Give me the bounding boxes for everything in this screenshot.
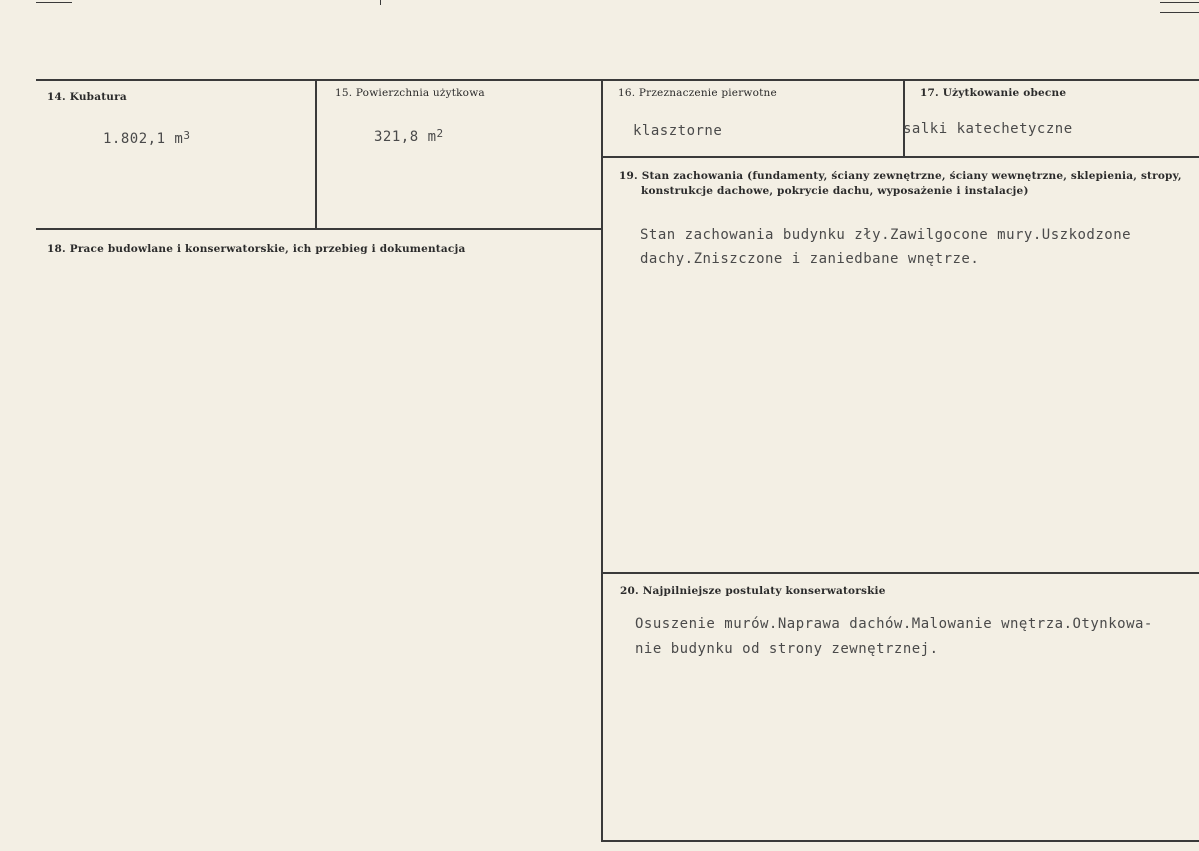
- field-14-exponent: 3: [183, 129, 191, 142]
- field-15-number: 321,8 m: [374, 129, 437, 145]
- field-20-label: 20. Najpilniejsze postulaty konserwatorskie: [620, 585, 886, 597]
- grid-divider-15-16: [601, 79, 603, 842]
- field-19-label-line1: 19. Stan zachowania (fundamenty, ściany zewnętrzne, ściany wewnętrzne, sklepienia, stropy,: [619, 170, 1182, 182]
- grid-row-19-20: [601, 572, 1199, 574]
- field-19-text-line2: dachy.Zniszczone i zaniedbane wnętrze.: [640, 251, 980, 267]
- top-center-tick: [380, 0, 381, 5]
- grid-bottom-border: [601, 840, 1199, 842]
- top-right-mark: [1160, 2, 1199, 3]
- field-14-number: 1.802,1 m: [103, 131, 184, 147]
- field-20-text-line1: Osuszenie murów.Naprawa dachów.Malowanie wnętrza.Otynkowa-: [635, 616, 1153, 632]
- field-19-label-line2: konstrukcje dachowe, pokrycie dachu, wyposażenie i instalacje): [641, 185, 1029, 197]
- field-17-label: 17. Użytkowanie obecne: [920, 87, 1067, 99]
- grid-top-border: [36, 79, 1199, 81]
- field-20-text-line2: nie budynku od strony zewnętrznej.: [635, 641, 939, 657]
- field-15-label: 15. Powierzchnia użytkowa: [335, 87, 485, 99]
- grid-row-14-18: [36, 228, 602, 230]
- field-19-text-line1: Stan zachowania budynku zły.Zawilgocone mury.Uszkodzone: [640, 227, 1132, 243]
- field-14-value: [103, 126, 190, 153]
- field-18-label: 18. Prace budowlane i konserwatorskie, ich przebieg i dokumentacja: [47, 243, 466, 255]
- field-15-value: [374, 124, 444, 151]
- field-15-exponent: 2: [436, 127, 444, 140]
- top-right-mark-2: [1160, 12, 1199, 13]
- grid-row-16-19: [601, 156, 1199, 158]
- field-16-value: klasztorne: [633, 123, 723, 139]
- grid-divider-14-15: [315, 79, 317, 229]
- field-17-value: salki katechetyczne: [903, 121, 1073, 137]
- field-16-label: 16. Przeznaczenie pierwotne: [618, 87, 777, 99]
- top-left-mark: [36, 2, 72, 3]
- field-14-label: 14. Kubatura: [47, 91, 127, 103]
